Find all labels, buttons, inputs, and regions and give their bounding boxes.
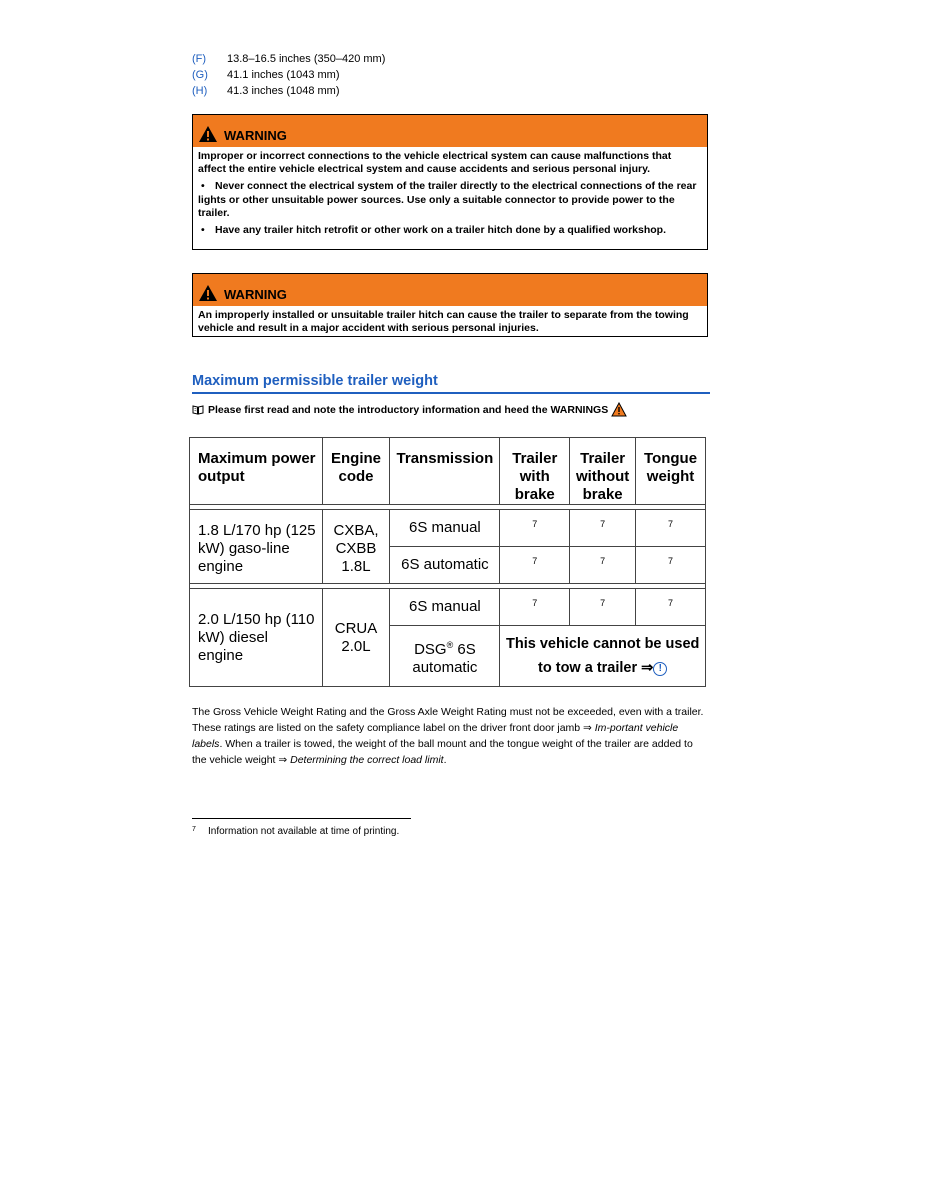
- dimension-item: [192, 67, 385, 83]
- header-engine-code: Engine code: [322, 438, 390, 505]
- para-text: . When a trailer is towed, the weight of the ball mount and the tongue weight of the trailer are added to the vehicle weight ⇒: [192, 738, 693, 766]
- warning-box-electrical: [192, 114, 708, 250]
- warning-title: WARNING: [224, 128, 287, 143]
- cell-footnote-ref: 7: [500, 510, 570, 547]
- bullet-text: Never connect the electrical system of the trailer directly to the electrical connections of the rear lights or other unsuitable power sources. Use only a suitable connector to provide power to the trailer.: [198, 180, 697, 219]
- cell-footnote-ref: 7: [636, 547, 706, 584]
- warning-header: [193, 115, 707, 147]
- dimension-label: (F): [192, 53, 207, 65]
- cell-footnote-ref: 7: [500, 547, 570, 584]
- cell-footnote-ref: 7: [570, 547, 636, 584]
- cell-transmission: 6S automatic: [390, 547, 500, 584]
- warning-title: WARNING: [224, 287, 287, 302]
- warning-triangle-icon: [198, 284, 218, 302]
- info-icon[interactable]: !: [653, 662, 667, 676]
- header-tongue-weight: Tongue weight: [636, 438, 706, 505]
- intro-note: [192, 402, 627, 417]
- cell-engine-code: CXBA, CXBB 1.8L: [322, 510, 390, 584]
- cell-footnote-ref: 7: [570, 510, 636, 547]
- cell-engine-code: CRUA 2.0L: [322, 589, 390, 687]
- warning-intro: An improperly installed or unsuitable trailer hitch can cause the trailer to separate from the towing vehicle and result in a major accident with serious personal injuries.: [198, 309, 689, 335]
- table-header-row: [190, 438, 706, 505]
- bullet-text: Have any trailer hitch retrofit or other work on a trailer hitch done by a qualified workshop.: [215, 224, 667, 237]
- header-transmission: Transmission: [390, 438, 500, 505]
- para-text: The Gross Vehicle Weight Rating and the Gross Axle Weight Rating must not be exceeded, even with a trailer. These ratings are listed on the safety compliance label on the driver front door jamb ⇒: [192, 706, 704, 734]
- bullet-dot: •: [201, 224, 205, 237]
- weight-rating-paragraph: [192, 704, 708, 768]
- cell-transmission: 6S manual: [390, 510, 500, 547]
- warning-box-hitch: [192, 273, 708, 337]
- cell-footnote-ref: 7: [500, 589, 570, 626]
- warning-bullet: [198, 224, 702, 237]
- cell-transmission: [390, 626, 500, 687]
- book-icon: [192, 405, 204, 415]
- footnote-text: Information not available at time of printing.: [208, 826, 400, 837]
- dsg-label: DSG: [414, 640, 447, 658]
- dimension-item: [192, 51, 385, 67]
- table-row: [190, 589, 706, 626]
- warning-intro: Improper or incorrect connections to the vehicle electrical system can cause malfunctions that affect the entire vehicle electrical system and cause accidents and serious personal injury.: [198, 150, 672, 176]
- dimension-value: 41.1 inches (1043 mm): [227, 69, 340, 81]
- warning-triangle-icon: [611, 402, 627, 417]
- dimension-value: 41.3 inches (1048 mm): [227, 85, 340, 97]
- para-text: .: [443, 754, 447, 766]
- link-vehicle-labels[interactable]: Im-portant vehicle labels: [192, 722, 679, 750]
- intro-note-text: Please first read and note the introductory information and heed the WARNINGS: [208, 403, 609, 416]
- cell-footnote-ref: 7: [570, 589, 636, 626]
- footnote: [192, 826, 399, 837]
- registered-mark: ®: [446, 639, 454, 650]
- dimension-label: (G): [192, 69, 208, 81]
- section-title: Maximum permissible trailer weight: [192, 373, 710, 394]
- link-load-limit[interactable]: Determining the correct load limit: [290, 754, 444, 766]
- header-trailer-with-brake: Trailer with brake: [500, 438, 570, 505]
- cannot-tow-text: This vehicle cannot be used to tow a trailer ⇒: [505, 636, 700, 676]
- header-power: Maximum power output: [190, 438, 323, 505]
- dimension-item: [192, 83, 385, 99]
- warning-header: [193, 274, 707, 306]
- header-trailer-without-brake: Trailer without brake: [570, 438, 636, 505]
- warning-body: [193, 306, 707, 339]
- warning-bullet: [198, 180, 702, 220]
- warning-triangle-icon: [198, 125, 218, 143]
- cell-power: 2.0 L/150 hp (110 kW) diesel engine: [190, 589, 323, 687]
- cell-footnote-ref: 7: [636, 510, 706, 547]
- table-row: [190, 510, 706, 547]
- cell-power: 1.8 L/170 hp (125 kW) gaso-line engine: [190, 510, 323, 584]
- dimension-value: 13.8–16.5 inches (350–420 mm): [227, 53, 386, 65]
- warning-body: [193, 147, 707, 241]
- cell-footnote-ref: 7: [636, 589, 706, 626]
- cell-cannot-tow: [500, 626, 706, 687]
- footnote-mark: 7: [192, 826, 196, 833]
- dsg-rest: 6S automatic: [412, 640, 478, 676]
- trailer-weight-table: [189, 437, 706, 687]
- dimension-label: (H): [192, 85, 208, 97]
- footnote-divider: [192, 818, 411, 819]
- dimension-list: [192, 51, 385, 99]
- bullet-dot: •: [201, 180, 205, 193]
- cell-transmission: 6S manual: [390, 589, 500, 626]
